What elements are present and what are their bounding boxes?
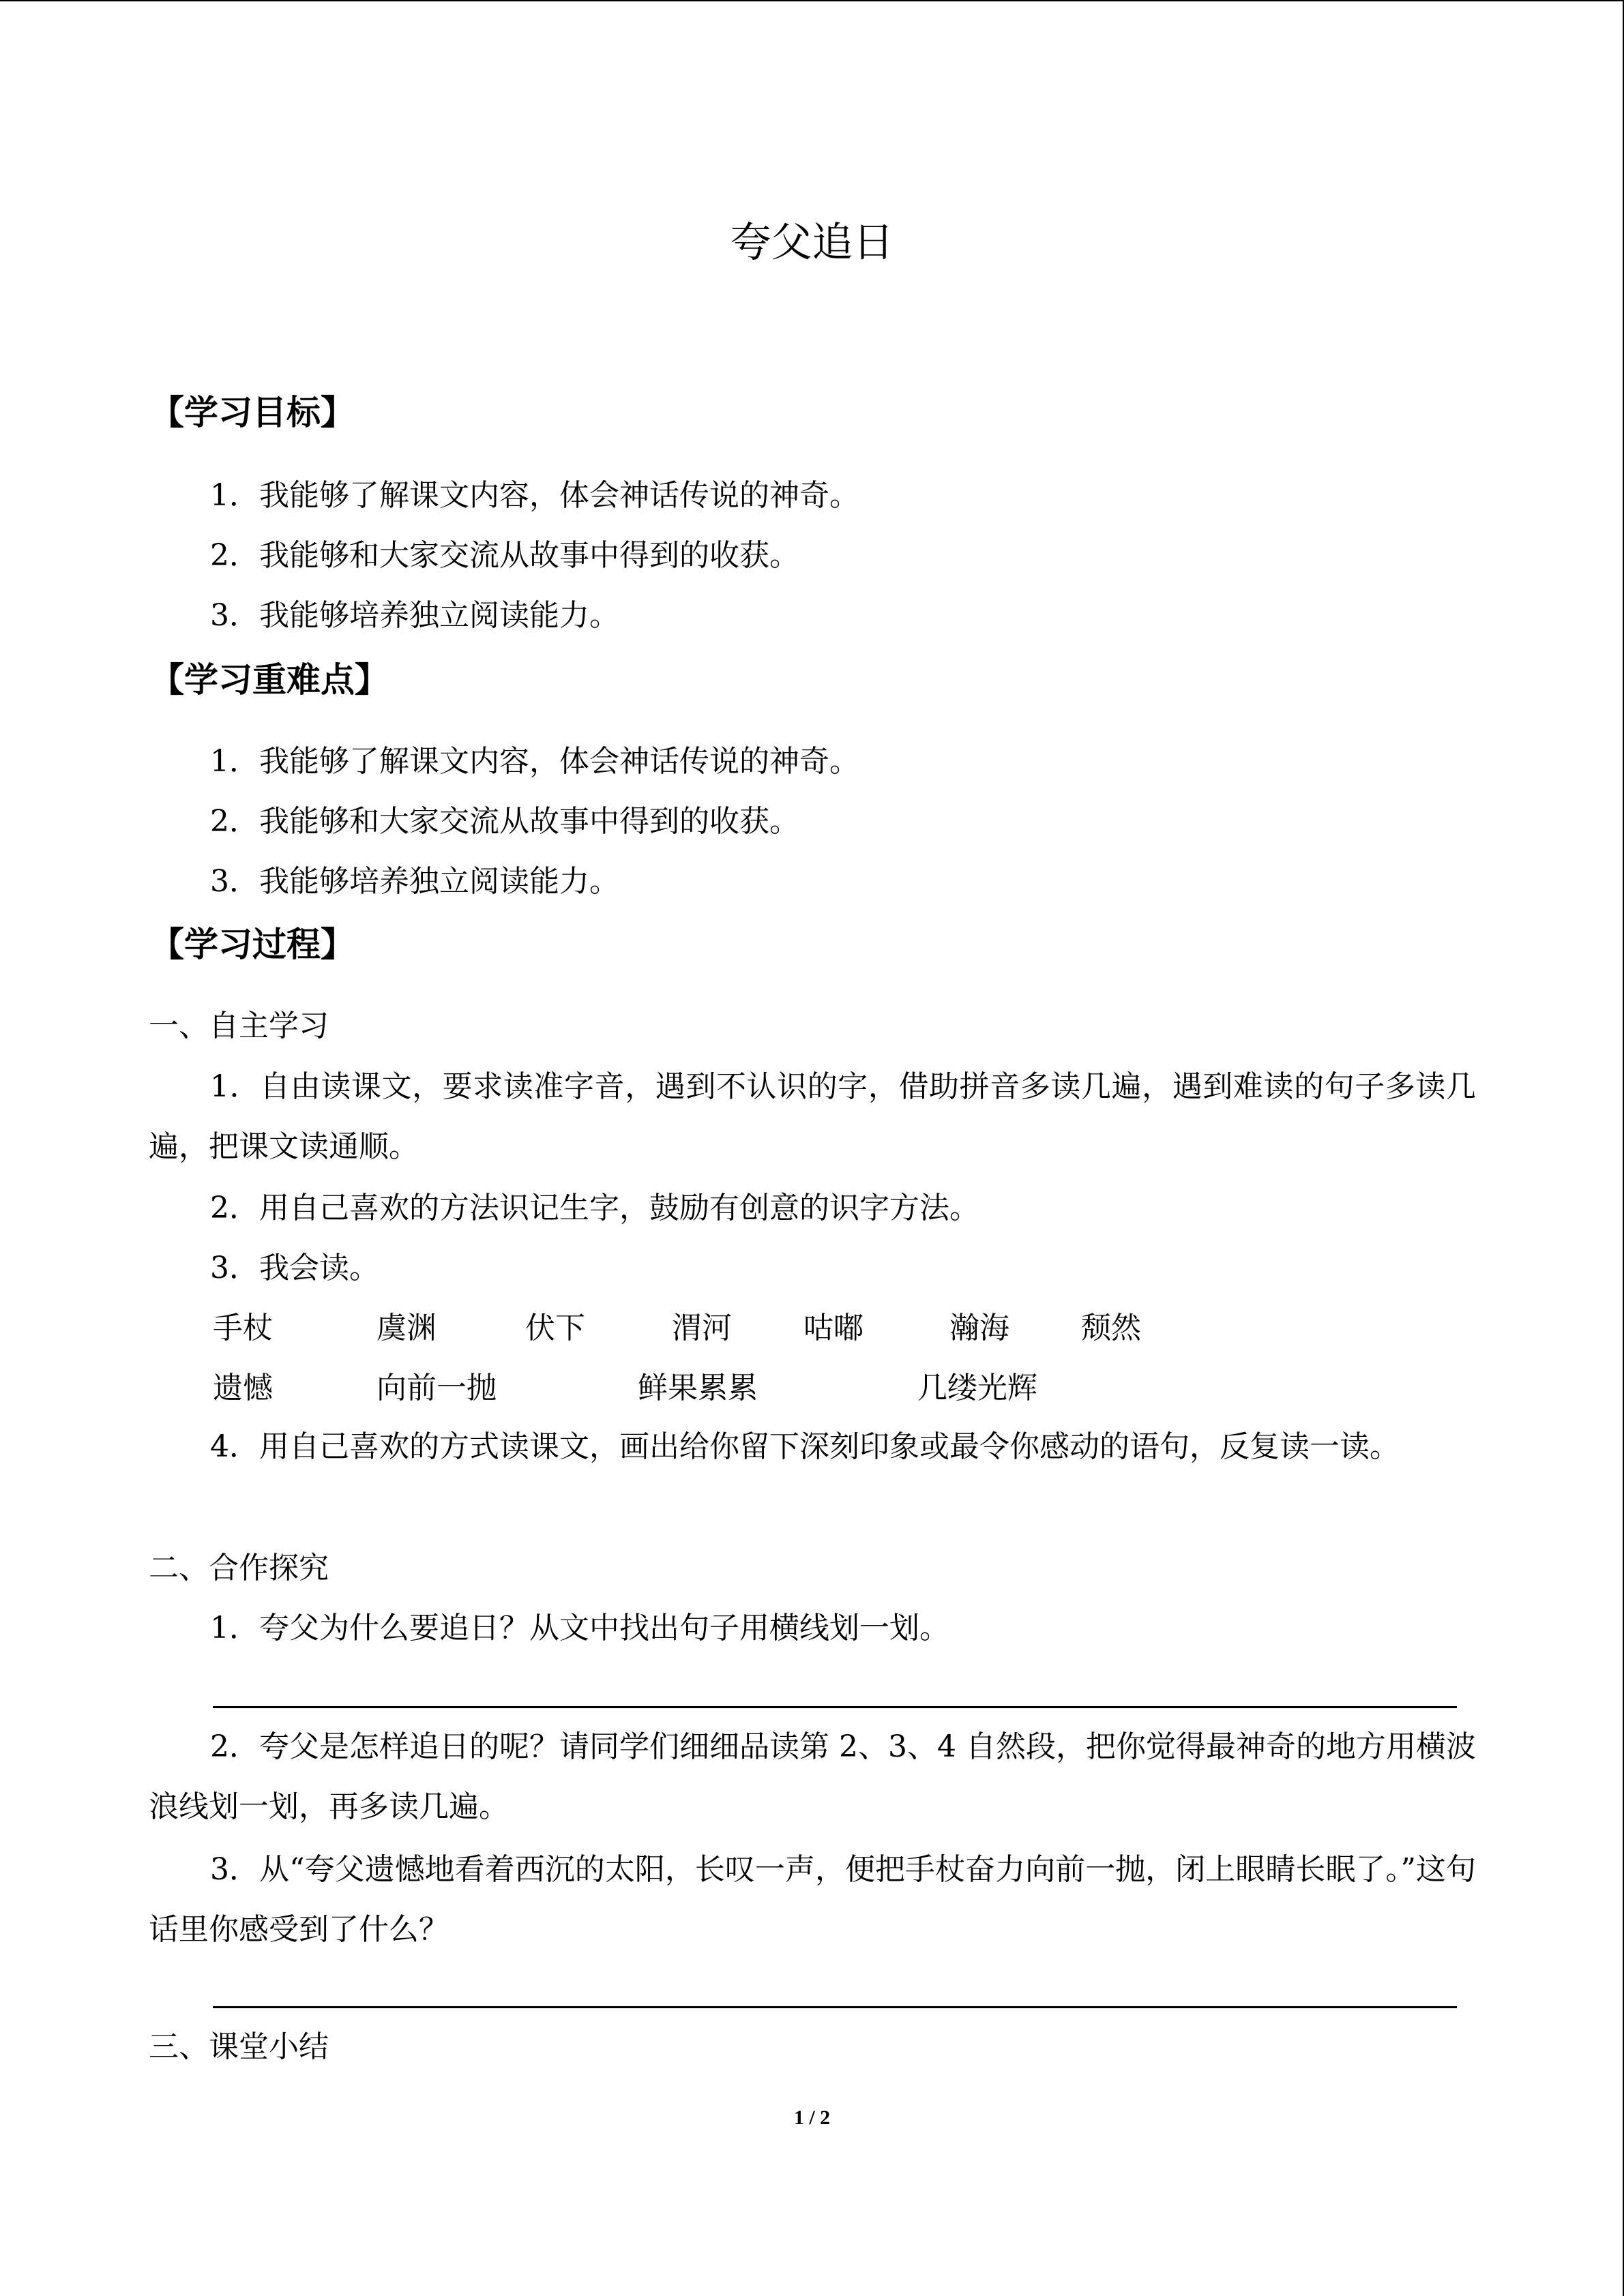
section-heading-process: 【学习过程】 <box>150 925 355 964</box>
vocabulary-word: 遗憾 <box>213 1371 273 1405</box>
cooperation-item-2: 2．夸父是怎样追日的呢？请同学们细细品读第 2、3、4 自然段，把你觉得最神奇的地方用横波浪线划一划，再多读几遍。 <box>149 1729 1476 1824</box>
answer-line[interactable] <box>213 1706 1457 1708</box>
key-point-item: 1．我能够了解课文内容，体会神话传说的神奇。 <box>210 744 859 779</box>
self-study-item-2: 2．用自己喜欢的方法识记生字，鼓励有创意的识字方法。 <box>210 1191 979 1225</box>
objective-item: 2．我能够和大家交流从故事中得到的收获。 <box>210 538 799 573</box>
vocabulary-word: 鲜果累累 <box>638 1371 758 1405</box>
vocabulary-word: 几缕光辉 <box>917 1371 1037 1405</box>
vocabulary-word: 渭河 <box>672 1311 732 1345</box>
self-study-item-4: 4．用自己喜欢的方式读课文，画出给你留下深刻印象或最令你感动的语句，反复读一读。 <box>210 1429 1400 1464</box>
self-study-heading: 一、自主学习 <box>149 1009 329 1043</box>
objective-item: 3．我能够培养独立阅读能力。 <box>210 598 619 633</box>
vocabulary-word: 手杖 <box>213 1311 273 1345</box>
cooperation-heading: 二、合作探究 <box>149 1551 329 1585</box>
vocabulary-word: 向前一抛 <box>377 1371 497 1405</box>
section-heading-objectives: 【学习目标】 <box>150 393 355 432</box>
vocabulary-word: 虞渊 <box>377 1311 437 1345</box>
page-number: 1 / 2 <box>793 2106 831 2129</box>
key-point-item: 2．我能够和大家交流从故事中得到的收获。 <box>210 804 799 839</box>
summary-heading: 三、课堂小结 <box>149 2029 329 2064</box>
self-study-item-1: 1．自由读课文，要求读准字音，遇到不认识的字，借助拼音多读几遍，遇到难读的句子多读几遍，把课文读通顺。 <box>149 1069 1476 1164</box>
self-study-item-3: 3．我会读。 <box>210 1251 379 1285</box>
vocabulary-word: 咕嘟 <box>803 1311 863 1345</box>
page-title: 夸父追日 <box>730 219 894 267</box>
answer-line[interactable] <box>213 2006 1457 2008</box>
vocabulary-word: 瀚海 <box>949 1311 1009 1345</box>
objective-item: 1．我能够了解课文内容，体会神话传说的神奇。 <box>210 478 859 513</box>
vocabulary-word: 伏下 <box>525 1311 585 1345</box>
cooperation-item-1: 1．夸父为什么要追日？从文中找出句子用横线划一划。 <box>210 1611 949 1645</box>
section-heading-key-points: 【学习重难点】 <box>150 660 389 700</box>
cooperation-item-3: 3．从“夸父遗憾地看着西沉的太阳，长叹一声，便把手杖奋力向前一抛，闭上眼睛长眠了。”这句话里你感受到了什么？ <box>149 1852 1476 1947</box>
vocabulary-word: 颓然 <box>1081 1311 1141 1345</box>
key-point-item: 3．我能够培养独立阅读能力。 <box>210 864 619 899</box>
